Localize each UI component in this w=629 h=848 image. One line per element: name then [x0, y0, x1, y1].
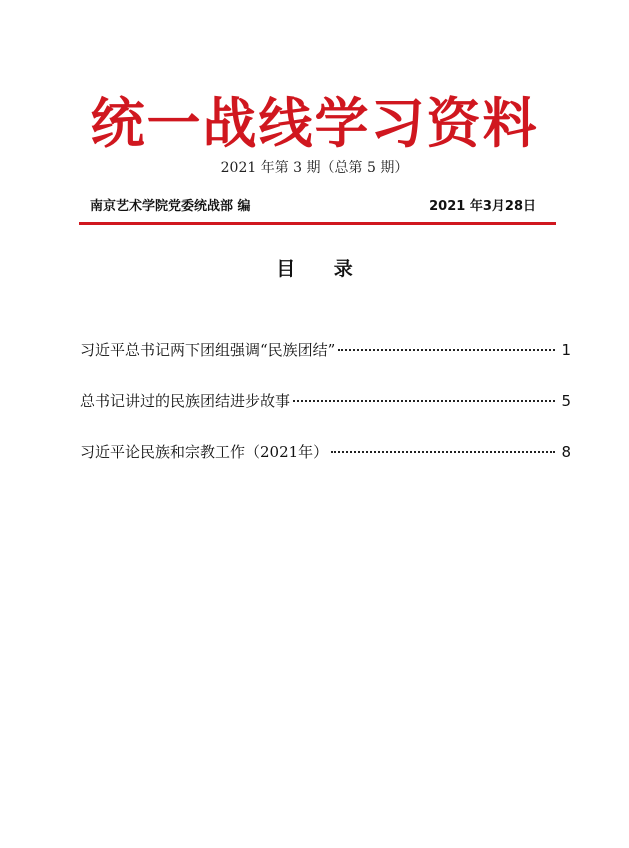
- publication-title: 统一战线学习资料: [90, 91, 539, 155]
- toc-entry-title: 总书记讲过的民族团结进步故事: [80, 392, 291, 410]
- table-of-contents: [80, 338, 571, 491]
- toc-entry-page: 8: [561, 443, 571, 461]
- toc-entry-page: 1: [561, 341, 571, 359]
- issue-number: 2021 年第 3 期（总第 5 期）: [220, 160, 409, 176]
- toc-entry[interactable]: [80, 338, 571, 363]
- red-divider: [79, 222, 556, 225]
- toc-heading: 目 录: [276, 258, 369, 280]
- toc-dot-leader: [293, 400, 555, 402]
- toc-entry-title: 习近平论民族和宗教工作（2021年）: [80, 443, 329, 461]
- toc-entry-title: 习近平总书记两下团组强调“民族团结”: [80, 341, 336, 359]
- toc-dot-leader: [331, 451, 555, 453]
- toc-entry[interactable]: [80, 440, 571, 465]
- editor-label: 南京艺术学院党委统战部 编: [90, 199, 251, 214]
- publication-date: 2021 年3月28日: [429, 199, 536, 214]
- toc-entry-page: 5: [561, 392, 571, 410]
- toc-entry[interactable]: [80, 389, 571, 414]
- toc-dot-leader: [338, 349, 555, 351]
- meta-row: [90, 197, 536, 217]
